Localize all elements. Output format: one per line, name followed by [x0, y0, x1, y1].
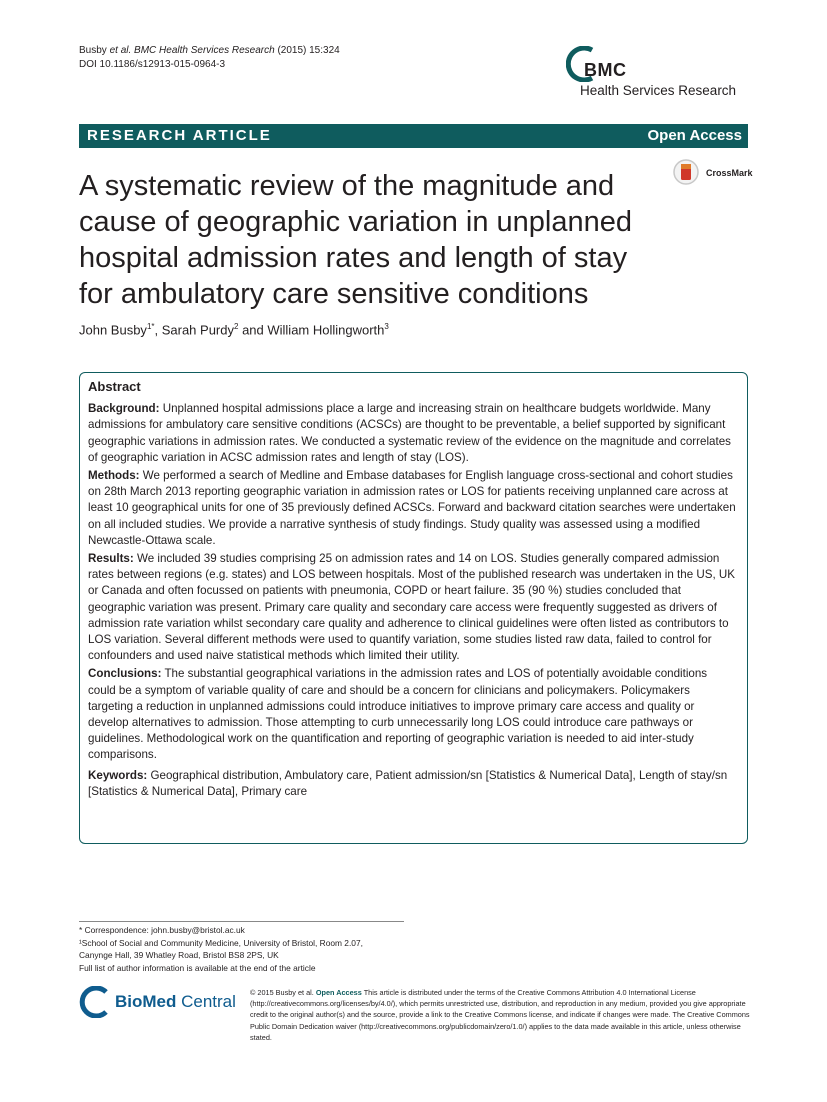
section-label: Methods: — [88, 469, 140, 483]
affiliation-note: Canynge Hall, 39 Whatley Road, Bristol BS8 2PS, UK — [79, 950, 279, 960]
citation-header — [79, 44, 340, 72]
author-name: and William Hollingworth — [238, 322, 385, 338]
abstract-conclusions — [88, 666, 738, 763]
crossmark-badge[interactable] — [672, 158, 752, 188]
section-label: Results: — [88, 552, 134, 566]
footnote-divider — [79, 921, 404, 922]
author-info-note: Full list of author information is available at the end of the article — [79, 962, 316, 973]
title-line: hospital admission rates and length of stay — [79, 242, 628, 274]
abstract-results — [88, 551, 738, 664]
affiliation-note: ¹School of Social and Community Medicine, University of Bristol, Room 2.07, — [79, 937, 363, 948]
abstract-keywords — [88, 768, 738, 800]
abstract-background — [88, 401, 738, 466]
section-label: Conclusions: — [88, 667, 162, 681]
copyright: © 2015 Busby et al. — [250, 988, 316, 997]
biomed-logo-text: BioMed Central — [115, 992, 236, 1011]
abstract-content — [88, 379, 738, 802]
abstract-methods — [88, 468, 738, 549]
section-text: We included 39 studies comprising 25 on admission rates and 14 on LOS. Studies generally compared admission rates between regions (e.g. states) and LOS between hospitals. Most of the published research was undertaken in the US, UK or Canada and often focussed on patients with pneumonia, COPD or heart failure. 35 (90 %) studies concluded that geographic variation was present. Primary care quality and secondary care access were frequently suggested as drivers of admission rate variation whilst secondary care quality and adherence to clinical guidelines were often listed as contributors to LOS variation. Several different methods were used to quantify variation, some studies listed raw data, failed to control for confounders and used naive statistical methods which limited their utility. — [88, 552, 736, 663]
doi: DOI 10.1186/s12913-015-0964-3 — [79, 59, 226, 70]
section-text: The substantial geographical variations in the admission rates and LOS of potentially avoidable conditions could be a symptom of variable quality of care and should be a concern for clinicians and policymakers. Policymakers targeting a reduction in unplanned admissions could introduce initiatives to improve primary care access and quality or develop alternatives to admission. Those attempting to curb unnecessarily long LOS could introduce care pathways or guidelines. Methodological work on the quantification and reporting of geographic variation is needed to aid inter-study comparisons. — [88, 667, 708, 762]
author-affiliation-marker: 2 — [234, 322, 239, 331]
section-text: We performed a search of Medline and Embase databases for English language cross-sectional and cohort studies on 28th March 2013 reporting geographic variation in admission rates or LOS for patients receiving unplanned care across at least 10 geographical units for one of 35 previously defined ACSCs. Forward and backward citation searches were undertaken on all included studies. We provide a narrative synthesis of study findings. Study quality was assessed using a modified Newcastle-Ottawa scale. — [88, 469, 736, 547]
bmc-journal-logo — [566, 46, 756, 102]
license-text: This article is distributed under the terms of the Creative Commons Attribution 4.0 International License (http://creativecommons.org/licenses/by/4.0/), which permits unrestricted use, distribution, and reproduction in any medium, provided you give appropriate credit to the original author(s) and the source, provide a link to the Creative Commons license, and indicate if changes were made. The Creative Commons Public Domain Dedication waiver (http://creativecommons.org/publicdomain/zero/1.0/) applies to the data made available in this article, unless otherwise stated. — [250, 988, 750, 1042]
title-line: for ambulatory care sensitive conditions — [79, 278, 589, 310]
author-affiliation-marker: 1* — [146, 322, 155, 331]
license-statement — [250, 987, 750, 1043]
section-label: Keywords: — [88, 768, 148, 782]
citation-etal: et al. BMC Health Services Research — [109, 45, 275, 56]
biomed-logo-icon — [79, 986, 111, 1018]
citation-authors: Busby — [79, 45, 107, 56]
title-line: cause of geographic variation in unplanned — [79, 206, 633, 238]
citation-line — [79, 44, 340, 58]
open-access-inline: Open Access — [315, 988, 362, 997]
abstract-box — [79, 372, 748, 844]
open-access-label: Open Access — [647, 127, 742, 144]
footnotes — [79, 924, 419, 974]
article-type: RESEARCH ARTICLE — [87, 127, 272, 144]
citation-journal: BMC Health Services Research — [134, 45, 275, 56]
article-title — [79, 168, 679, 312]
bmc-logo-text: BMC — [584, 60, 627, 80]
author-name: John Busby — [79, 322, 147, 338]
crossmark-label: CrossMark — [706, 168, 753, 178]
correspondence-note: * Correspondence: john.busby@bristol.ac.uk — [79, 925, 245, 935]
citation-year-volume: (2015) 15:324 — [277, 45, 340, 56]
section-label: Background: — [88, 402, 160, 416]
section-text: Unplanned hospital admissions place a large and increasing strain on healthcare budgets worldwide. Many admissions for ambulatory care sensitive conditions (ACSCs) are thought to be preventable, a belief supported by significant geographic variations in admission rates. We conducted a systematic review of the evidence on the magnitude and correlates of geographic variation in ACSC admission rates and length of stay (LOS). — [88, 402, 731, 464]
author-name: , Sarah Purdy — [154, 322, 234, 338]
article-type-banner — [79, 124, 748, 148]
journal-name: Health Services Research — [580, 83, 737, 98]
author-list — [79, 322, 389, 337]
abstract-heading: Abstract — [88, 379, 141, 394]
section-text: Geographical distribution, Ambulatory care, Patient admission/sn [Statistics & Numerical Data], Length of stay/sn [Statistics & Numerical Data], Primary care — [88, 768, 728, 798]
author-affiliation-marker: 3 — [384, 322, 389, 331]
title-line: A systematic review of the magnitude and — [79, 170, 615, 202]
biomed-central-logo — [79, 986, 239, 1020]
